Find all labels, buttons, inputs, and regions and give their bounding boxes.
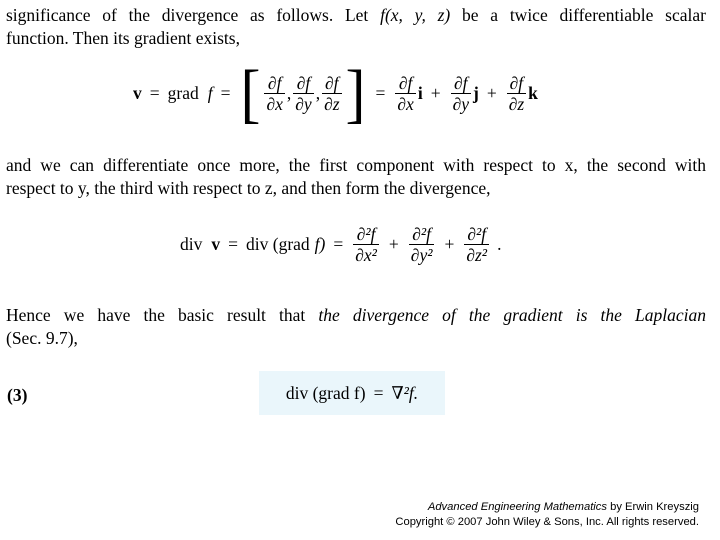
paragraph-1 [6,4,706,50]
partial-fraction-z [507,73,526,114]
equals-sign: = [228,234,238,254]
plus-sign: + [444,234,455,254]
function-f: f [207,82,213,103]
frac-den: ∂y [295,93,312,114]
frac-den: ∂y² [410,245,433,265]
equation-number: (3) [7,385,28,405]
plus-sign: + [388,234,399,254]
partial-fraction-y [293,73,313,114]
frac-den: ∂x² [355,245,377,265]
equation-gradient [133,56,538,130]
frac-num: ∂²f [412,224,432,244]
partial-fraction-y [451,73,471,114]
frac-num: ∂f [454,72,468,93]
frac-den: ∂y [452,93,469,114]
plus-sign: + [430,82,441,103]
paragraph-1-line-1 [6,4,706,27]
paragraph-1-line-2: function. Then its gradient exists, [6,28,240,48]
equals-sign: = [375,82,386,103]
emphasized-text: the divergence of the gradient is the Laplacian [318,305,706,325]
partial-fraction-x [395,73,415,114]
frac-num: ∂f [325,72,339,93]
paragraph-3-line-2: (Sec. 9.7), [6,328,78,348]
vector-v: v [211,234,221,254]
comma: , [286,82,292,103]
text-fragment: Hence we have the basic result that [6,305,319,325]
book-title: Advanced Engineering Mathematics [427,501,607,513]
second-partial-x [353,224,379,265]
math-f: f [380,5,385,25]
period: . [497,234,502,254]
laplacian-highlight-box [259,371,445,415]
equals-sign: = [373,382,384,403]
frac-num: ∂²f [467,224,487,244]
frac-num: ∂f [296,72,311,93]
right-bracket-icon: ] [345,56,366,130]
left-bracket-icon: [ [240,56,261,130]
grad-operator: grad [167,82,199,103]
paragraph-3-line-1 [6,304,706,327]
text-fragment: significance of the divergence as follows. Let [6,5,381,25]
vector-v: v [133,82,142,103]
equation-3-lhs: div (grad f) [285,382,366,403]
unit-vector-i: i [417,82,423,103]
equals-sign: = [149,82,160,103]
footer [395,500,699,530]
laplacian-rhs: ∇²f. [391,382,419,403]
second-partial-y [409,224,435,265]
frac-num: ∂f [267,72,282,93]
unit-vector-j: j [472,82,479,103]
math-args: (x, y, z) [384,5,451,25]
div-grad-text: div (grad [246,234,310,254]
paragraph-2-line-1: and we can differentiate once more, the first component with respect to x, the second with [6,155,706,175]
paragraph-2 [6,154,706,200]
partial-fraction-x [264,73,284,114]
frac-den: ∂z [324,93,340,114]
frac-num: ∂f [398,72,413,93]
footer-line-1 [395,500,699,515]
paragraph-3 [6,304,706,350]
frac-den: ∂z² [466,245,488,265]
partial-fraction-z [322,73,341,114]
comma: , [315,82,321,103]
frac-num: ∂²f [356,224,376,244]
plus-sign: + [486,82,497,103]
text-fragment: be a twice differentiable scalar [450,5,706,25]
paragraph-2-line-2: respect to y, the third with respect to z, and then form the divergence, [6,178,491,198]
equals-sign: = [220,82,231,103]
equation-divergence [180,224,501,265]
frac-den: ∂z [508,93,525,114]
author-credit: by Erwin Kreyszig [606,501,699,513]
frac-den: ∂x [266,93,283,114]
second-partial-z [464,224,489,265]
copyright-notice: Copyright © 2007 John Wiley & Sons, Inc. All rights reserved. [395,516,699,528]
unit-vector-k: k [528,82,538,103]
equals-sign: = [333,234,344,254]
function-f: f) [314,234,326,254]
frac-num: ∂f [509,72,524,93]
frac-den: ∂x [397,93,414,114]
div-operator: div [180,234,203,254]
